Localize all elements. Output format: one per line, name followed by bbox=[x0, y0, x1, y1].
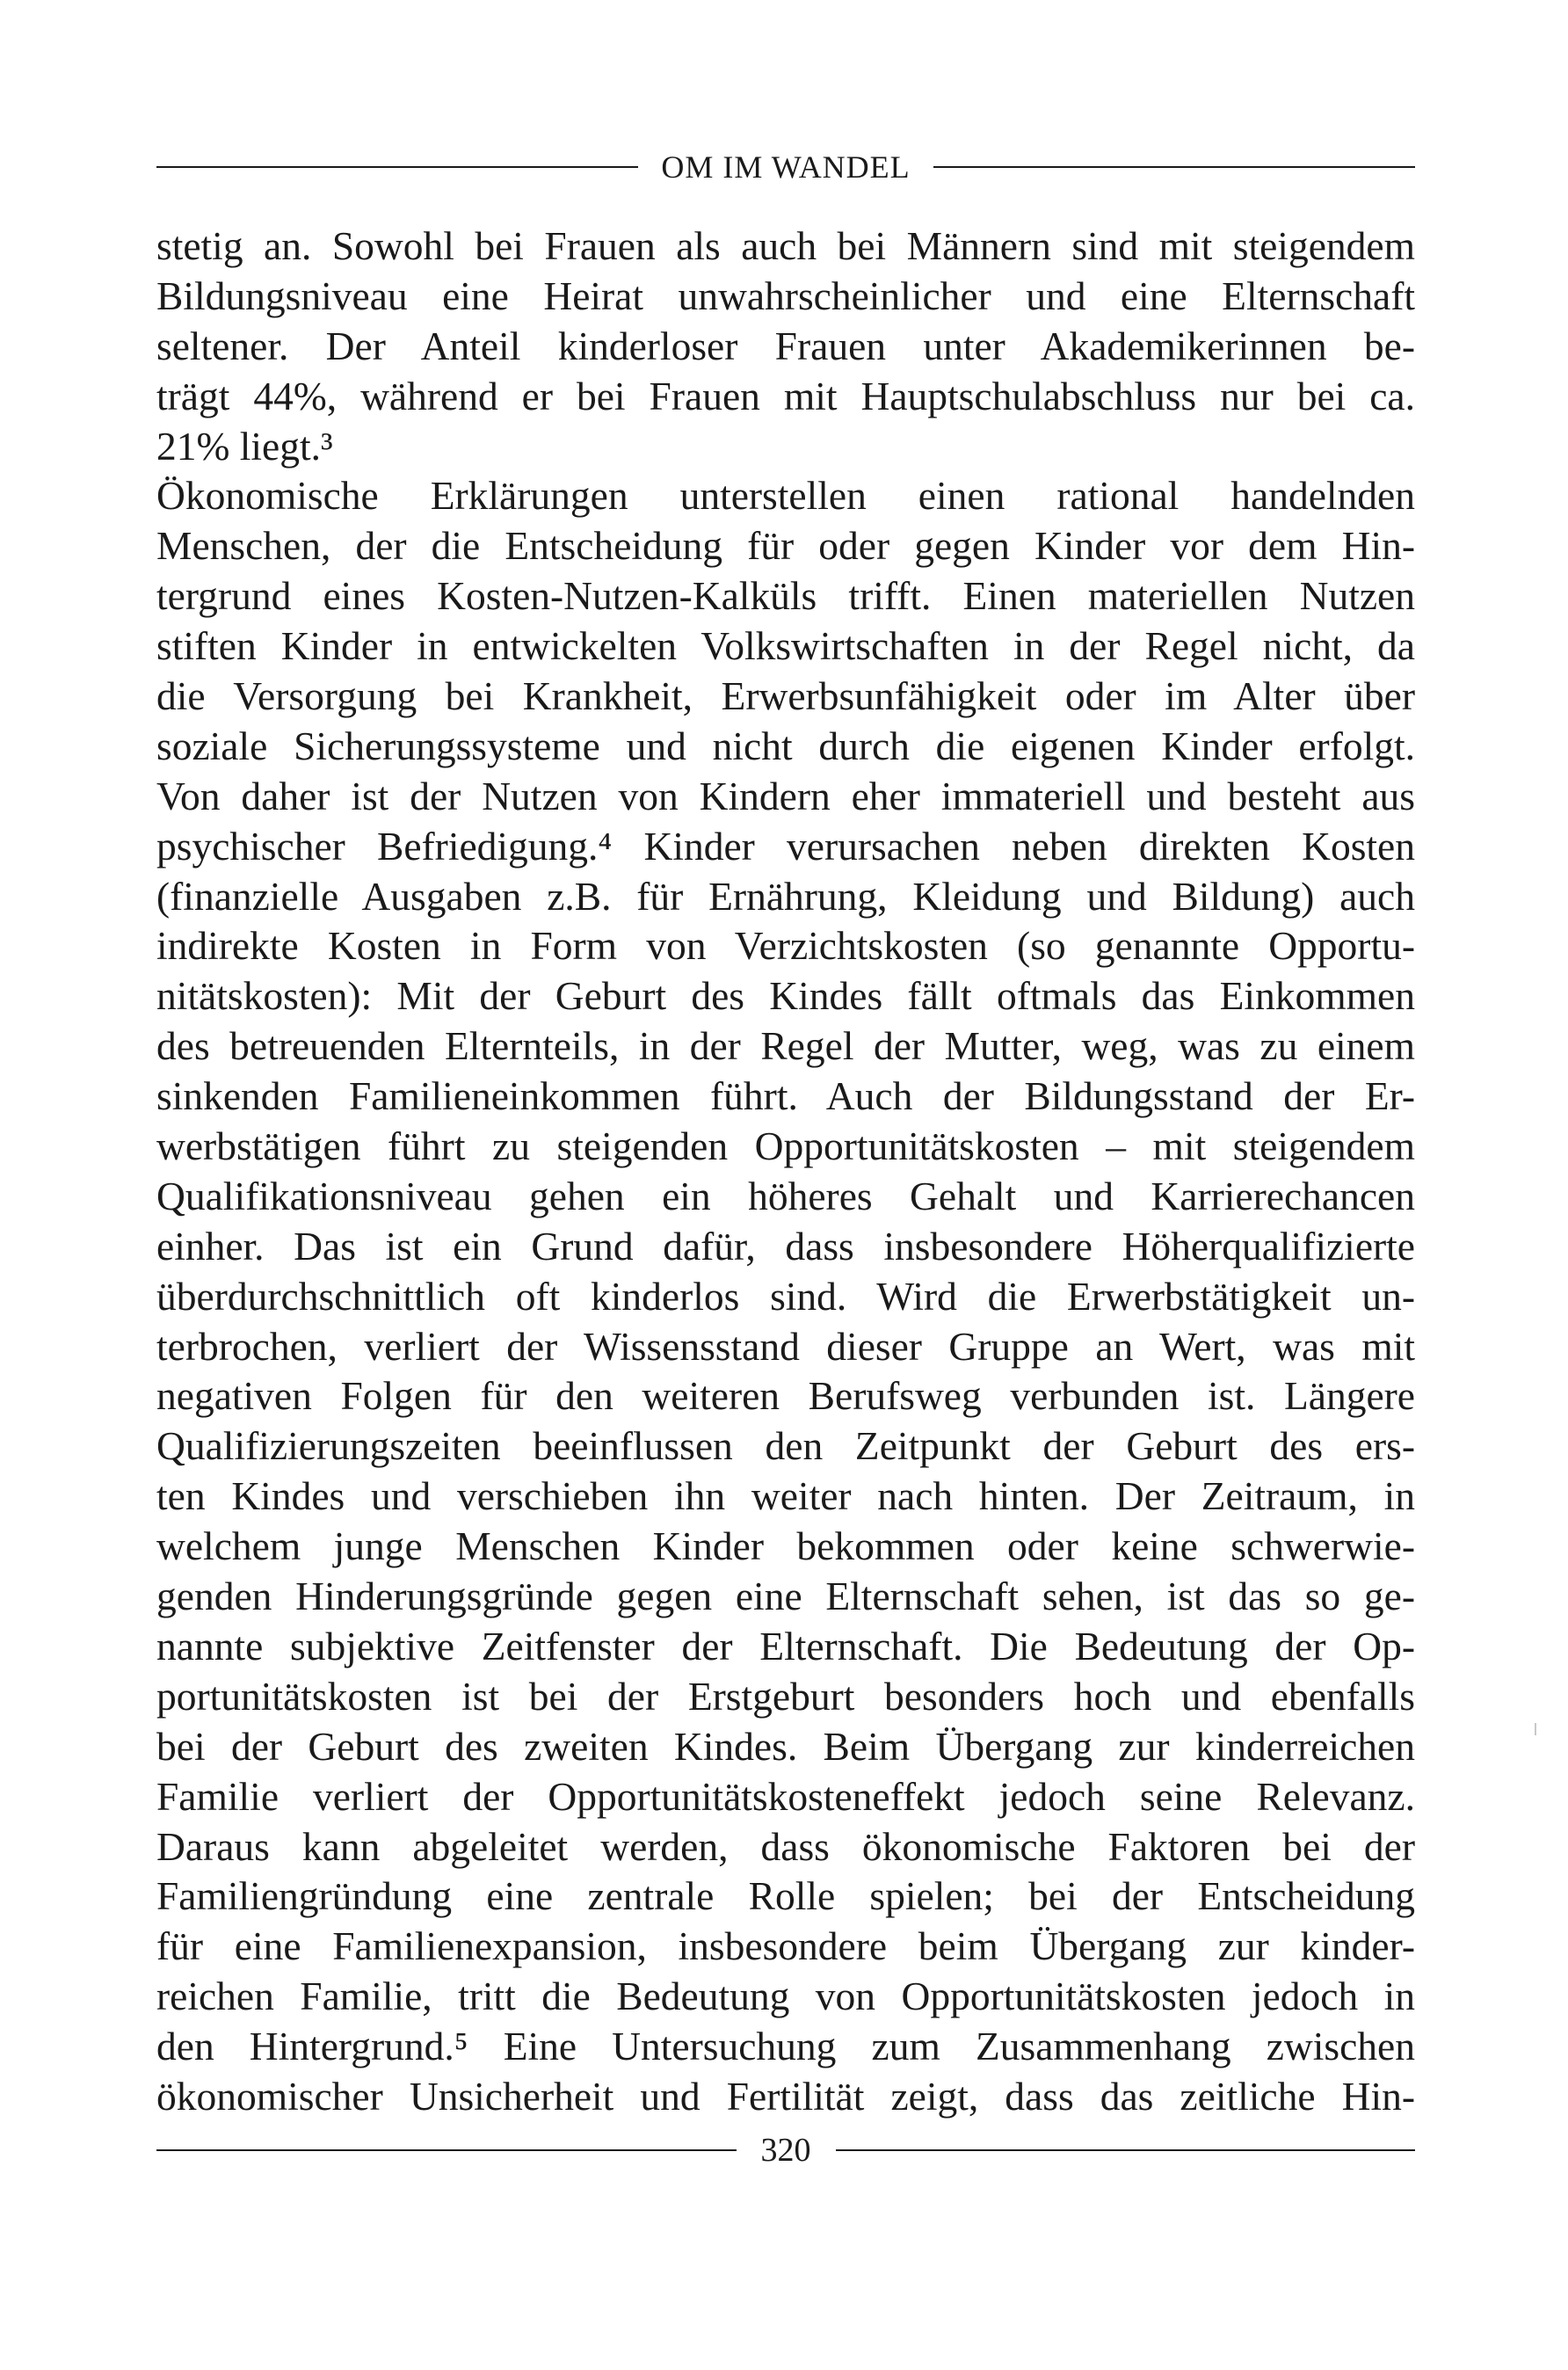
text-line: Daraus kann abgeleitet werden, dass ökonomische Faktoren bei der bbox=[156, 1823, 1415, 1869]
running-header bbox=[156, 148, 1415, 186]
text-line: die Versorgung bei Krankheit, Erwerbsunfähigkeit oder im Alter über bbox=[156, 673, 1415, 719]
text-line: genden Hinderungsgründe gegen eine Elternschaft sehen, ist das so ge- bbox=[156, 1574, 1415, 1619]
text-line: Qualifizierungszeiten beeinflussen den Zeitpunkt der Geburt des ers- bbox=[156, 1423, 1415, 1469]
text-line: Familie verliert der Opportunitätskosteneffekt jedoch seine Relevanz. bbox=[156, 1773, 1415, 1819]
text-line: negativen Folgen für den weiteren Berufsweg verbunden ist. Längere bbox=[156, 1373, 1415, 1419]
footer-rule-left bbox=[156, 2149, 737, 2151]
text-line: Menschen, der die Entscheidung für oder gegen Kinder vor dem Hin- bbox=[156, 523, 1415, 569]
text-line: (finanzielle Ausgaben z.B. für Ernährung, Kleidung und Bildung) auch bbox=[156, 873, 1415, 919]
text-line: für eine Familienexpansion, insbesondere beim Übergang zur kinder- bbox=[156, 1923, 1415, 1969]
text-line: stetig an. Sowohl bei Frauen als auch bei Männern sind mit steigendem bbox=[156, 223, 1415, 268]
text-line: reichen Familie, tritt die Bedeutung von Opportunitätskosten jedoch in bbox=[156, 1974, 1415, 2019]
running-title: OM IM WANDEL bbox=[661, 149, 911, 185]
text-line: Von daher ist der Nutzen von Kindern eher immateriell und besteht aus bbox=[156, 773, 1415, 818]
text-line: sinkenden Familieneinkommen führt. Auch der Bildungsstand der Er- bbox=[156, 1073, 1415, 1119]
text-line: terbrochen, verliert der Wissensstand dieser Gruppe an Wert, was mit bbox=[156, 1323, 1415, 1369]
text-line: überdurchschnittlich oft kinderlos sind. Wird die Erwerbstätigkeit un- bbox=[156, 1273, 1415, 1319]
page-footer bbox=[156, 2131, 1415, 2170]
text-line: trägt 44%, während er bei Frauen mit Hauptschulabschluss nur bei ca. bbox=[156, 373, 1415, 418]
footer-rule-right bbox=[836, 2149, 1416, 2151]
header-rule-left bbox=[156, 166, 638, 168]
text-line: indirekte Kosten in Form von Verzichtskosten (so genannte Opportu- bbox=[156, 923, 1415, 969]
text-line: Qualifikationsniveau gehen ein höheres Gehalt und Karrierechancen bbox=[156, 1173, 1415, 1218]
text-line: werbstätigen führt zu steigenden Opportunitätskosten – mit steigendem bbox=[156, 1123, 1415, 1169]
text-line: 21% liegt.³ bbox=[156, 423, 333, 469]
text-line: welchem junge Menschen Kinder bekommen oder keine schwerwie- bbox=[156, 1523, 1415, 1569]
text-line: ten Kindes und verschieben ihn weiter nach hinten. Der Zeitraum, in bbox=[156, 1473, 1415, 1519]
text-line: nitätskosten): Mit der Geburt des Kindes fällt oftmals das Einkommen bbox=[156, 973, 1415, 1019]
text-line: des betreuenden Elternteils, in der Regel der Mutter, weg, was zu einem bbox=[156, 1023, 1415, 1069]
text-line: Ökonomische Erklärungen unterstellen einen rational handelnden bbox=[156, 473, 1415, 519]
text-line: nannte subjektive Zeitfenster der Elternschaft. Die Bedeutung der Op- bbox=[156, 1623, 1415, 1668]
text-line: bei der Geburt des zweiten Kindes. Beim Übergang zur kinderreichen bbox=[156, 1723, 1415, 1769]
text-line: einher. Das ist ein Grund dafür, dass insbesondere Höherqualifizierte bbox=[156, 1223, 1415, 1269]
page-number: 320 bbox=[760, 2132, 811, 2169]
body-text bbox=[156, 222, 1415, 2122]
text-line: seltener. Der Anteil kinderloser Frauen unter Akademikerinnen be- bbox=[156, 323, 1415, 368]
text-line: ökonomischer Unsicherheit und Fertilität zeigt, dass das zeitliche Hin- bbox=[156, 2073, 1415, 2119]
text-line: soziale Sicherungssysteme und nicht durch die eigenen Kinder erfolgt. bbox=[156, 723, 1415, 768]
text-line: Bildungsniveau eine Heirat unwahrscheinlicher und eine Elternschaft bbox=[156, 273, 1415, 318]
margin-mark bbox=[1535, 1723, 1536, 1735]
text-line: tergrund eines Kosten-Nutzen-Kalküls trifft. Einen materiellen Nutzen bbox=[156, 573, 1415, 619]
header-rule-right bbox=[933, 166, 1415, 168]
text-line: psychischer Befriedigung.⁴ Kinder verursachen neben direkten Kosten bbox=[156, 823, 1415, 869]
text-line: Familiengründung eine zentrale Rolle spielen; bei der Entscheidung bbox=[156, 1873, 1415, 1919]
text-line: stiften Kinder in entwickelten Volkswirtschaften in der Regel nicht, da bbox=[156, 623, 1415, 669]
text-line: den Hintergrund.⁵ Eine Untersuchung zum Zusammenhang zwischen bbox=[156, 2024, 1415, 2069]
text-line: portunitätskosten ist bei der Erstgeburt besonders hoch und ebenfalls bbox=[156, 1673, 1415, 1719]
